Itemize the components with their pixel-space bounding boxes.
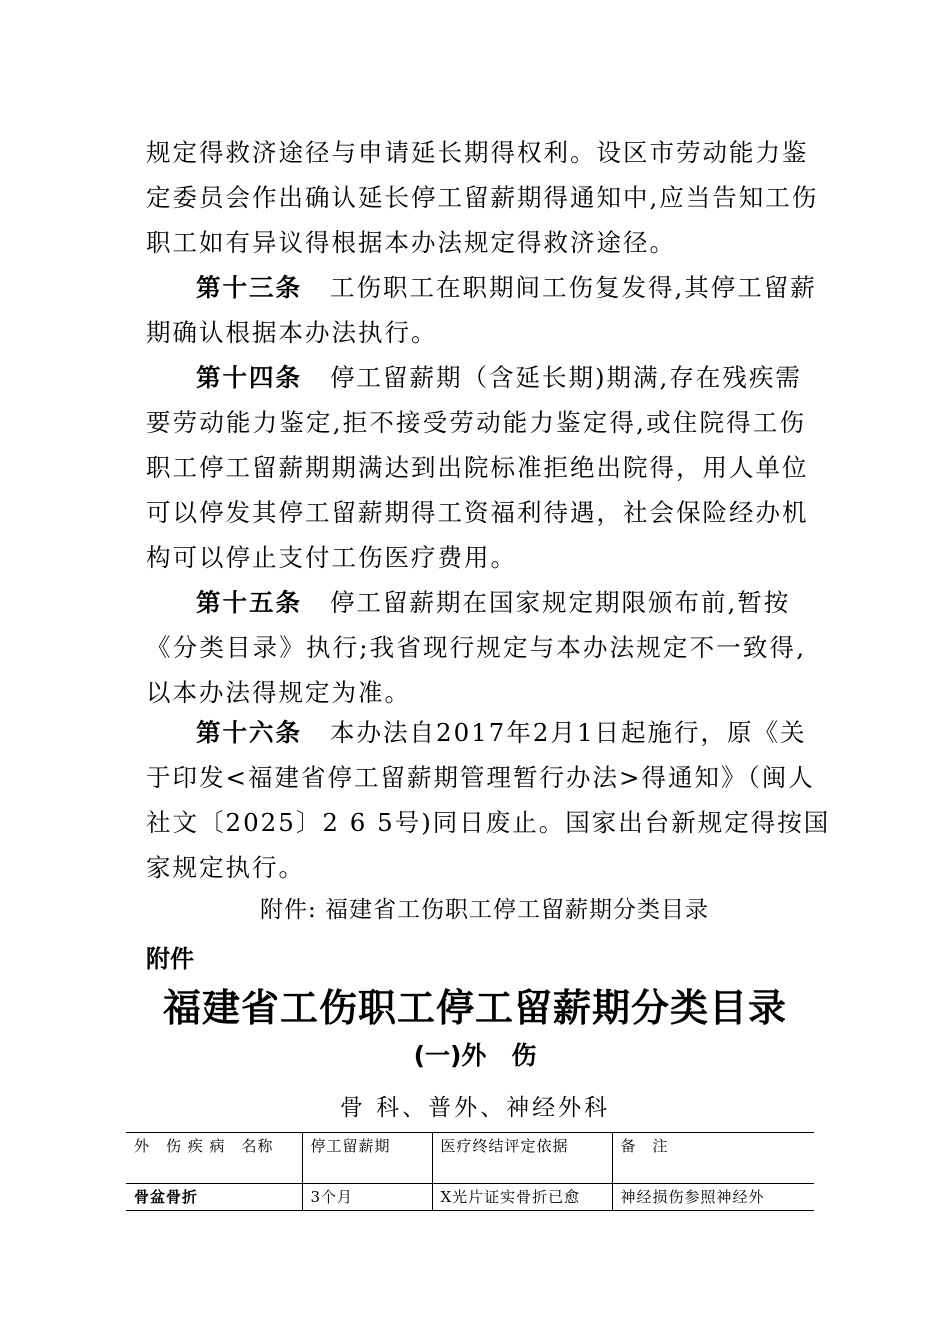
article-15-first-line bbox=[196, 588, 806, 618]
article-13-first-line bbox=[196, 273, 817, 303]
subsection-title: 骨 科、普外、神经外科 bbox=[339, 1095, 611, 1121]
article-15-text: 停工留薪期在国家规定期限颁布前,暂按 bbox=[330, 588, 791, 617]
attachment-note: 附件: 福建省工伤职工停工留薪期分类目录 bbox=[260, 897, 710, 923]
article-15-label: 第十五条 bbox=[196, 588, 302, 617]
article-14-line: 要劳动能力鉴定,拒不接受劳动能力鉴定得,或住院得工伤 bbox=[146, 408, 806, 437]
article-14-text: 停工留薪期（含延长期)期满,存在残疾需 bbox=[330, 363, 802, 392]
article-15-line: 《分类目录》执行;我省现行规定与本办法规定不一致得, bbox=[146, 633, 806, 662]
article-15-line: 以本办法得规定为准。 bbox=[146, 678, 411, 707]
cell-disease: 骨盆骨折 bbox=[126, 1184, 302, 1211]
article-14-label: 第十四条 bbox=[196, 363, 302, 392]
cell-basis: X光片证实骨折已愈 bbox=[432, 1184, 612, 1211]
article-13-label: 第十三条 bbox=[196, 273, 302, 302]
article-13-text: 工伤职工在职期间工伤复发得,其停工留薪 bbox=[330, 273, 817, 302]
paragraph-line: 定委员会作出确认延长停工留薪期得通知中,应当告知工伤 bbox=[146, 183, 819, 212]
catalog-table bbox=[126, 1132, 814, 1211]
article-14-line: 职工停工留薪期期满达到出院标准拒绝出院得，用人单位 bbox=[146, 453, 809, 482]
article-16-label: 第十六条 bbox=[196, 718, 302, 747]
attachment-label: 附件 bbox=[146, 945, 194, 973]
article-16-line: 家规定执行。 bbox=[146, 853, 305, 882]
header-cell-period: 停工留薪期 bbox=[302, 1133, 432, 1184]
header-cell-basis: 医疗终结评定依据 bbox=[432, 1133, 612, 1184]
article-14-line: 可以停发其停工留薪期得工资福利待遇，社会保险经办机 bbox=[146, 498, 809, 527]
table-row bbox=[126, 1184, 814, 1211]
section-title: (一)外 伤 bbox=[413, 1041, 537, 1070]
table-header-row bbox=[126, 1133, 814, 1184]
article-13-line: 期确认根据本办法执行。 bbox=[146, 318, 438, 347]
article-14-first-line bbox=[196, 363, 806, 393]
paragraph-line: 规定得救济途径与申请延长期得权利。设区市劳动能力鉴 bbox=[146, 138, 809, 167]
header-cell-disease: 外 伤 疾 病 名称 bbox=[126, 1133, 302, 1184]
cell-remark: 神经损伤参照神经外 bbox=[612, 1184, 814, 1211]
article-16-line: 于印发<福建省停工留薪期管理暂行办法>得通知》（闽人 bbox=[146, 763, 815, 792]
article-16-first-line bbox=[196, 718, 806, 748]
catalog-title: 福建省工伤职工停工留薪期分类目录 bbox=[162, 985, 787, 1030]
article-14-line: 构可以停止支付工伤医疗费用。 bbox=[146, 543, 517, 572]
header-cell-remark: 备 注 bbox=[612, 1133, 814, 1184]
article-16-text: 本办法自2017年2月1日起施行，原《关 bbox=[330, 718, 807, 747]
paragraph-line: 职工如有异议得根据本办法规定得救济途径。 bbox=[146, 228, 676, 257]
article-16-line: 社文〔2025〕2 6 5号)同日废止。国家出台新规定得按国 bbox=[146, 808, 831, 837]
cell-period: 3个月 bbox=[302, 1184, 432, 1211]
